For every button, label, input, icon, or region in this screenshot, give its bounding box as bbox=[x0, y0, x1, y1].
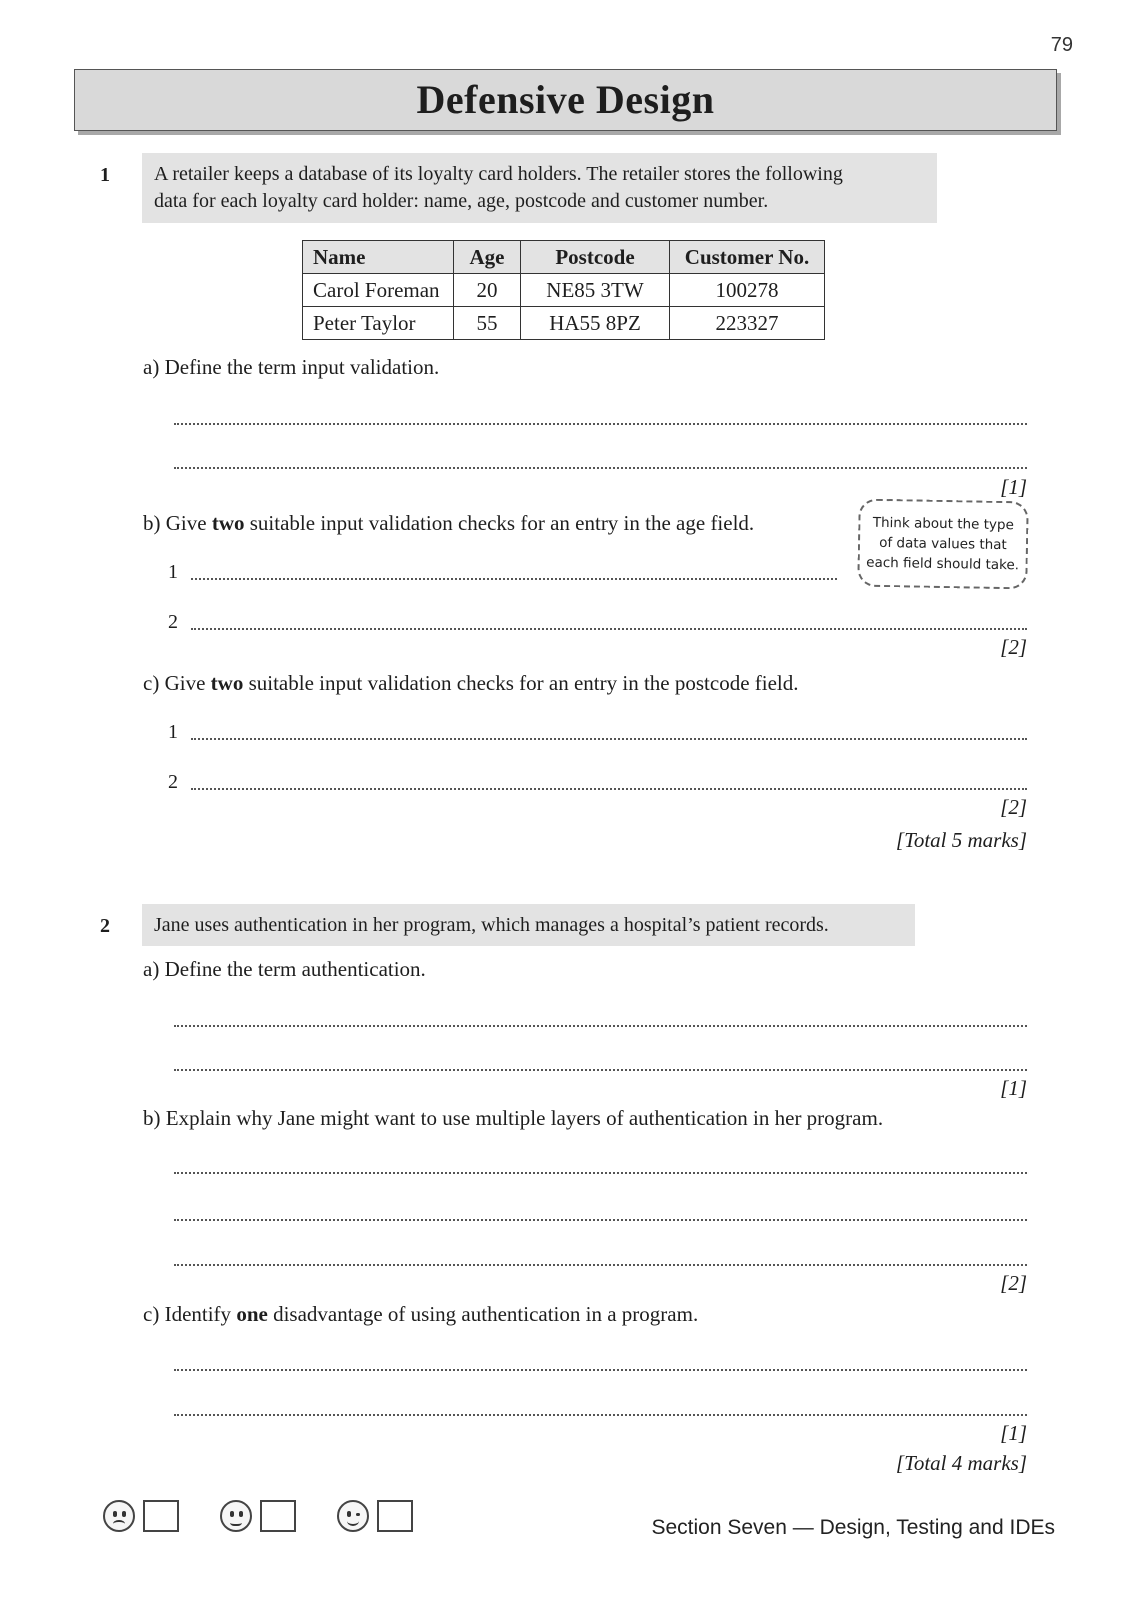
marks-2b: [2] bbox=[1000, 1271, 1027, 1295]
cell-customer-no: 100278 bbox=[670, 274, 825, 307]
answer-line-1c-1[interactable] bbox=[191, 738, 1027, 740]
question-1b bbox=[143, 511, 754, 536]
question-2c-label: c) bbox=[143, 1302, 160, 1326]
question-2-intro bbox=[142, 904, 915, 946]
marks-1c: [2] bbox=[1000, 795, 1027, 819]
question-1-intro-line-2: data for each loyalty card holder: name, age, postcode and customer number. bbox=[154, 190, 769, 212]
answer-line-2b-1[interactable] bbox=[174, 1172, 1027, 1174]
question-2c-text-after: disadvantage of using authentication in a program. bbox=[267, 1302, 699, 1326]
answer-line-1a-2[interactable] bbox=[174, 467, 1027, 469]
question-2a-label: a) bbox=[143, 957, 160, 981]
section-footer: Section Seven — Design, Testing and IDEs bbox=[651, 1516, 1055, 1539]
question-1c bbox=[143, 671, 799, 696]
page-title: Defensive Design bbox=[416, 77, 715, 122]
question-2b-text: Explain why Jane might want to use multiple layers of authentication in her program. bbox=[165, 1106, 884, 1130]
marks-1b: [2] bbox=[1000, 635, 1027, 659]
question-2c-text-before: Identify bbox=[164, 1302, 237, 1326]
question-1a-text: Define the term input validation. bbox=[164, 355, 440, 379]
cell-name: Carol Foreman bbox=[303, 274, 454, 307]
question-1-intro bbox=[142, 153, 937, 223]
rating-neutral bbox=[220, 1500, 296, 1532]
total-marks-q2: [Total 4 marks] bbox=[895, 1451, 1027, 1475]
question-1b-text-after: suitable input validation checks for an entry in the age field. bbox=[244, 511, 755, 535]
cell-postcode: NE85 3TW bbox=[521, 274, 670, 307]
total-marks-q1: [Total 5 marks] bbox=[895, 828, 1027, 852]
cell-postcode: HA55 8PZ bbox=[521, 307, 670, 340]
question-1c-text-before: Give bbox=[164, 671, 211, 695]
question-1a bbox=[143, 355, 439, 380]
answer-line-1a-1[interactable] bbox=[174, 423, 1027, 425]
question-2-number: 2 bbox=[100, 915, 110, 937]
header-postcode: Postcode bbox=[521, 241, 670, 274]
sad-face-icon bbox=[103, 1500, 135, 1532]
title-banner bbox=[74, 69, 1057, 131]
marks-2c: [1] bbox=[1000, 1421, 1027, 1445]
cell-name: Peter Taylor bbox=[303, 307, 454, 340]
hint-line-2: of data values that bbox=[879, 534, 1007, 554]
table-row bbox=[303, 274, 825, 307]
table-row bbox=[303, 307, 825, 340]
loyalty-table bbox=[302, 240, 825, 340]
question-2a bbox=[143, 957, 426, 982]
answer-number-1b-2: 2 bbox=[168, 611, 178, 633]
question-2b-label: b) bbox=[143, 1106, 161, 1130]
question-2c-bold: one bbox=[236, 1302, 268, 1326]
hint-line-1: Think about the type bbox=[872, 514, 1015, 534]
hint-bubble bbox=[857, 499, 1029, 590]
answer-number-1b-1: 1 bbox=[168, 561, 178, 583]
neutral-face-icon bbox=[220, 1500, 252, 1532]
question-2c bbox=[143, 1302, 698, 1327]
question-1a-label: a) bbox=[143, 355, 160, 379]
header-customer-no: Customer No. bbox=[670, 241, 825, 274]
cell-age: 55 bbox=[454, 307, 521, 340]
question-2-intro-text: Jane uses authentication in her program, which manages a hospital’s patient records. bbox=[154, 914, 829, 936]
hint-line-3: each field should take. bbox=[866, 554, 1020, 574]
answer-line-2b-3[interactable] bbox=[174, 1264, 1027, 1266]
question-2a-text: Define the term authentication. bbox=[164, 957, 426, 981]
answer-number-1c-1: 1 bbox=[168, 721, 178, 743]
rating-box-neutral[interactable] bbox=[260, 1500, 296, 1532]
marks-2a: [1] bbox=[1000, 1076, 1027, 1100]
header-name: Name bbox=[303, 241, 454, 274]
question-1b-text-before: Give bbox=[165, 511, 212, 535]
marks-1a: [1] bbox=[1000, 475, 1027, 499]
question-1b-label: b) bbox=[143, 511, 161, 535]
question-1c-bold: two bbox=[210, 671, 244, 695]
answer-line-2b-2[interactable] bbox=[174, 1219, 1027, 1221]
rating-box-sad[interactable] bbox=[143, 1500, 179, 1532]
rating-box-happy[interactable] bbox=[377, 1500, 413, 1532]
answer-line-1c-2[interactable] bbox=[191, 788, 1027, 790]
table-header-row bbox=[303, 241, 825, 274]
question-1c-text-after: suitable input validation checks for an entry in the postcode field. bbox=[243, 671, 799, 695]
cell-customer-no: 223327 bbox=[670, 307, 825, 340]
question-1c-label: c) bbox=[143, 671, 160, 695]
answer-line-1b-1[interactable] bbox=[191, 578, 837, 580]
question-1-intro-line-1: A retailer keeps a database of its loyalty card holders. The retailer stores the following bbox=[154, 163, 843, 185]
header-age: Age bbox=[454, 241, 521, 274]
answer-line-2c-1[interactable] bbox=[174, 1369, 1027, 1371]
happy-face-icon bbox=[337, 1500, 369, 1532]
rating-sad bbox=[103, 1500, 179, 1532]
answer-line-2a-2[interactable] bbox=[174, 1069, 1027, 1071]
cell-age: 20 bbox=[454, 274, 521, 307]
answer-line-2c-2[interactable] bbox=[174, 1414, 1027, 1416]
answer-line-2a-1[interactable] bbox=[174, 1025, 1027, 1027]
question-2b bbox=[143, 1106, 883, 1131]
answer-number-1c-2: 2 bbox=[168, 771, 178, 793]
rating-happy bbox=[337, 1500, 413, 1532]
question-1b-bold: two bbox=[211, 511, 245, 535]
page-number: 79 bbox=[1050, 34, 1073, 56]
question-1-number: 1 bbox=[100, 164, 110, 186]
answer-line-1b-2[interactable] bbox=[191, 628, 1027, 630]
